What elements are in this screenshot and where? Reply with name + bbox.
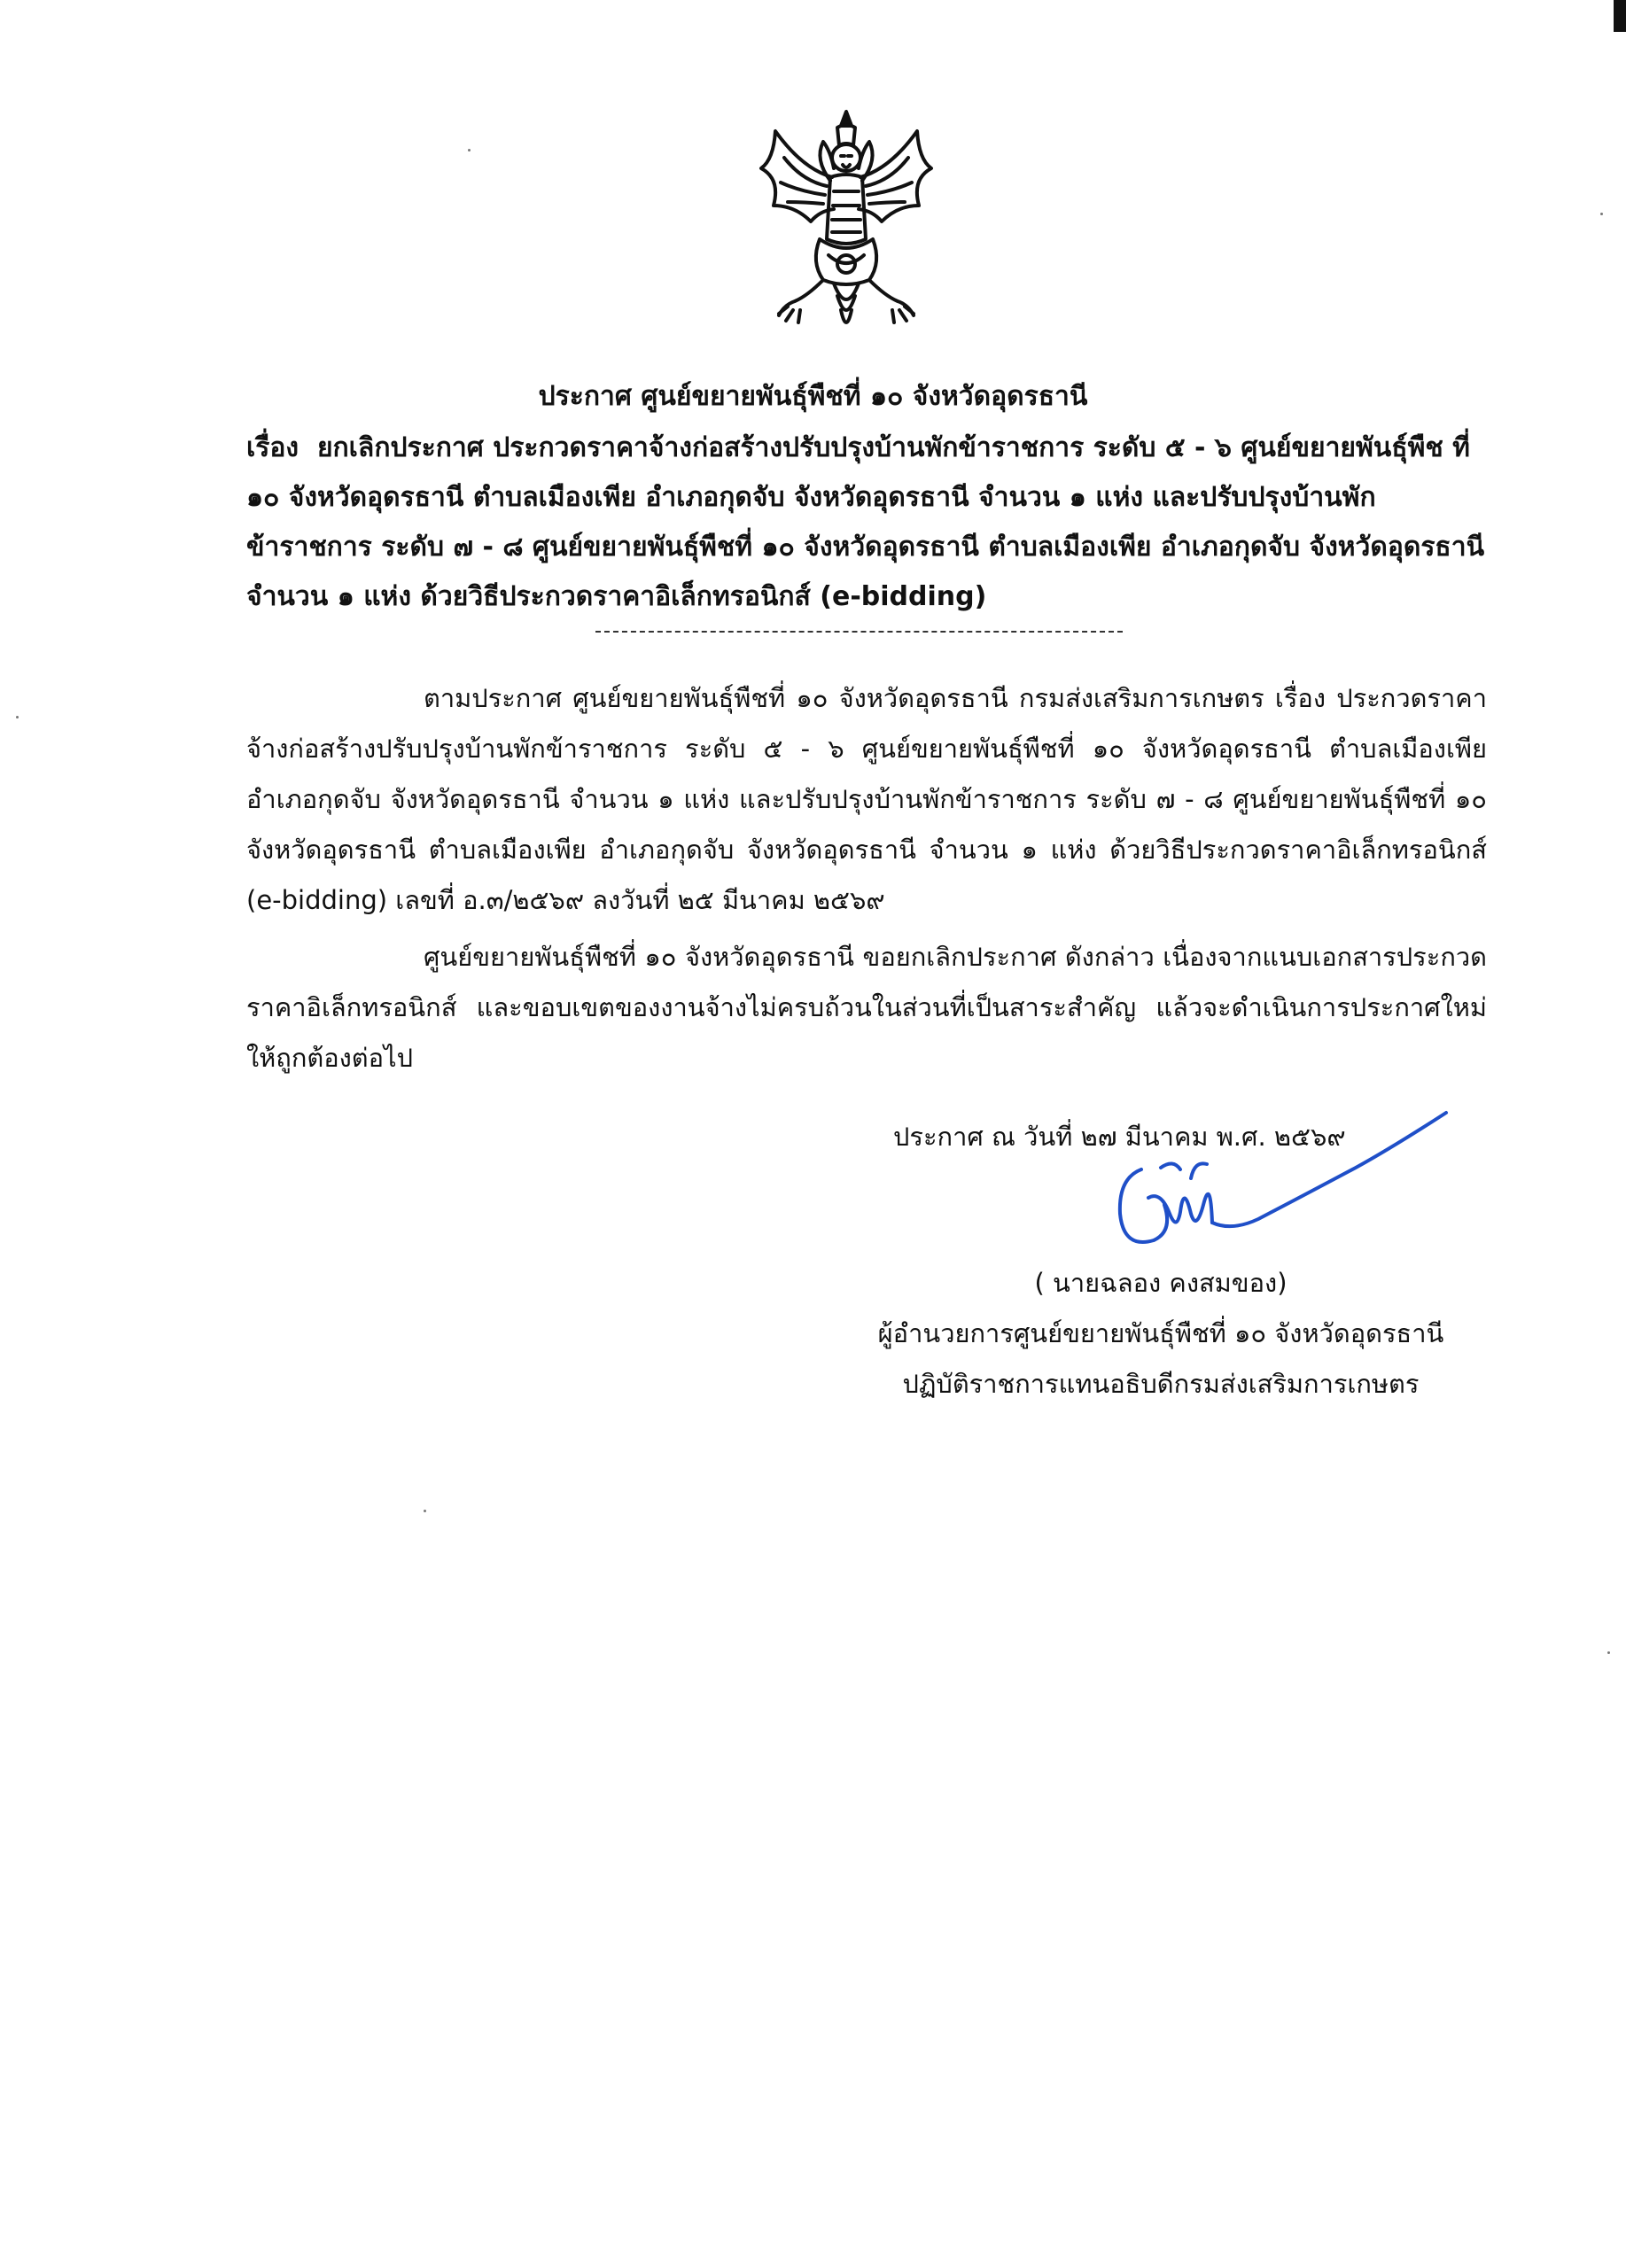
body-paragraph-1: ตามประกาศ ศูนย์ขยายพันธุ์พืชที่ ๑๐ จังหวัดอุดรธานี กรมส่งเสริมการเกษตร เรื่อง ประกวดราคาจ้างก่อสร้างปรับปรุงบ้านพักข้าราชการ ระดับ ๕ - ๖ ศูนย์ขยายพันธุ์พืชที่ ๑๐ จังหวัดอุดรธานี ตำบลเมืองเพีย อำเภอกุดจับ จังหวัดอุดรธานี จำนวน ๑ แห่ง และปรับปรุงบ้านพักข้าราชการ ระดับ ๗ - ๘ ศูนย์ขยายพันธุ์พืชที่ ๑๐ จังหวัดอุดรธานี ตำบลเมืองเพีย อำเภอกุดจับ จังหวัดอุดรธานี จำนวน ๑ แห่ง ด้วยวิธีประกวดราคาอิเล็กทรอนิกส์ (e-bidding) เลขที่ อ.๓/๒๕๖๙ ลงวันที่ ๒๕ มีนาคม ๒๕๖๙ <box>246 683 1487 915</box>
signer-block <box>762 1258 1560 1410</box>
scan-speck <box>424 1510 426 1512</box>
announcement-date: ประกาศ ณ วันที่ ๒๗ มีนาคม พ.ศ. ๒๕๖๙ <box>893 1122 1346 1152</box>
signer-name: ( นายฉลอง คงสมของ) <box>1034 1268 1288 1298</box>
separator-line <box>595 631 1123 633</box>
scan-speck <box>1607 1651 1610 1654</box>
subject-label: เรื่อง <box>246 432 300 463</box>
scan-speck <box>16 716 19 718</box>
subject-block <box>246 423 1494 622</box>
scan-edge-mark <box>1614 0 1626 32</box>
signer-position-1: ผู้อำนวยการศูนย์ขยายพันธุ์พืชที่ ๑๐ จังหวัดอุดรธานี <box>877 1318 1444 1348</box>
signer-position-2: ปฏิบัติราชการแทนอธิบดีกรมส่งเสริมการเกษตร <box>902 1369 1420 1399</box>
document-title: ประกาศ ศูนย์ขยายพันธุ์พืชที่ ๑๐ จังหวัดอุดรธานี <box>538 381 1088 412</box>
body-paragraph-2: ศูนย์ขยายพันธุ์พืชที่ ๑๐ จังหวัดอุดรธานี ขอยกเลิกประกาศ ดังกล่าว เนื่องจากแนบเอกสารประกวดราคาอิเล็กทรอนิกส์ และขอบเขตของงานจ้างไม่ครบถ้วนในส่วนที่เป็นสาระสำคัญ แล้วจะดำเนินการประกาศใหม่ให้ถูกต้องต่อไป <box>246 942 1487 1073</box>
handwritten-signature <box>1099 1099 1453 1276</box>
scan-speck <box>468 149 471 151</box>
garuda-emblem-icon <box>749 106 944 346</box>
subject-text: ยกเลิกประกาศ ประกวดราคาจ้างก่อสร้างปรับปรุงบ้านพักข้าราชการ ระดับ ๕ - ๖ ศูนย์ขยายพันธุ์พืช ที่ ๑๐ จังหวัดอุดรธานี ตำบลเมืองเพีย อำเภอกุดจับ จังหวัดอุดรธานี จำนวน ๑ แห่ง และปรับปรุงบ้านพักข้าราชการ ระดับ ๗ - ๘ ศูนย์ขยายพันธุ์พืชที่ ๑๐ จังหวัดอุดรธานี ตำบลเมืองเพีย อำเภอกุดจับ จังหวัดอุดรธานี จำนวน ๑ แห่ง ด้วยวิธีประกวดราคาอิเล็กทรอนิกส์ (e-bidding) <box>246 432 1494 612</box>
scan-speck <box>1600 213 1603 215</box>
